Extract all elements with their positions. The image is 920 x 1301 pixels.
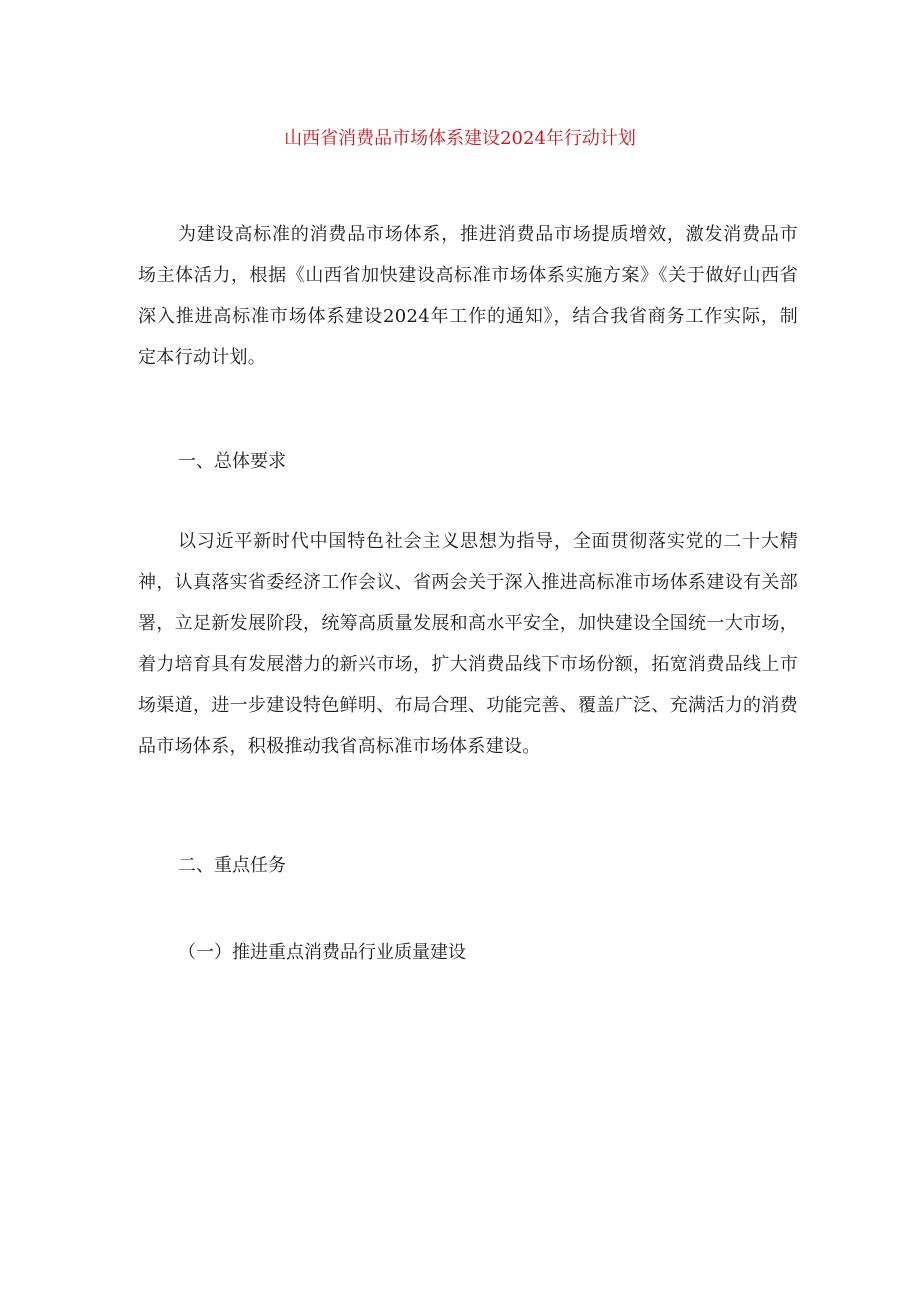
section-heading-general-requirements: 一、总体要求 xyxy=(178,451,286,472)
subsection-heading-quality-building: （一）推进重点消费品行业质量建设 xyxy=(178,942,466,963)
intro-paragraph: 为建设高标准的消费品市场体系，推进消费品市场提质增效，激发消费品市场主体活力，根据《山西省加快建设高标准市场体系实施方案》《关于做好山西省深入推进高标准市场体系建设2024年工作的通知》，结合我省商务工作实际，制定本行动计划。 xyxy=(138,224,798,368)
section-heading-key-tasks: 二、重点任务 xyxy=(178,855,286,876)
general-requirements-paragraph: 以习近平新时代中国特色社会主义思想为指导，全面贯彻落实党的二十大精神，认真落实省委经济工作会议、省两会关于深入推进高标准市场体系建设有关部署，立足新发展阶段，统筹高质量发展和高水平安全，加快建设全国统一大市场，着力培育具有发展潜力的新兴市场，扩大消费品线下市场份额，拓宽消费品线上市场渠道，进一步建设特色鲜明、布局合理、功能完善、覆盖广泛、充满活力的消费品市场体系，积极推动我省高标准市场体系建设。 xyxy=(138,531,798,757)
document-title: 山西省消费品市场体系建设2024年行动计划 xyxy=(284,128,636,149)
